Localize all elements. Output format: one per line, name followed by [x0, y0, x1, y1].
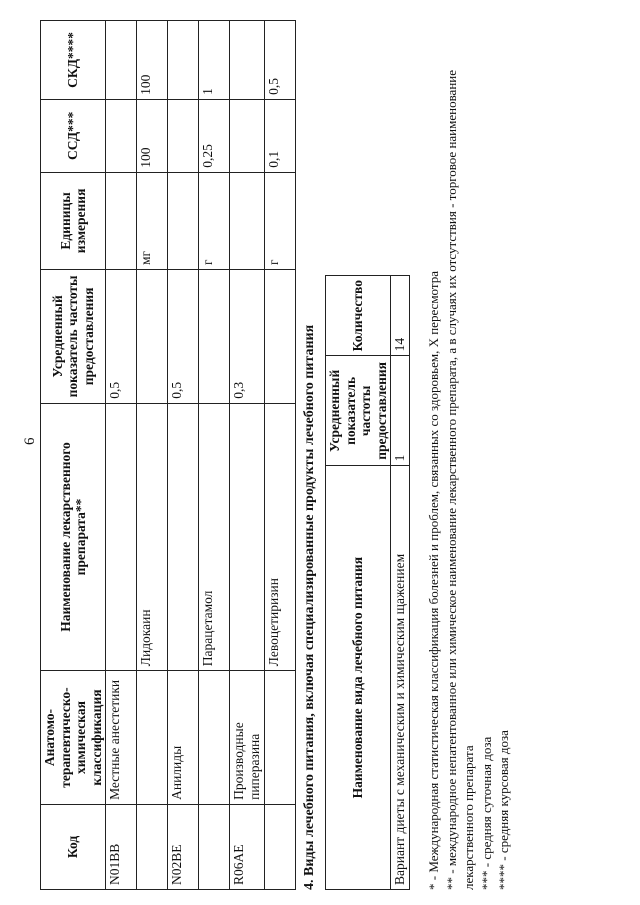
cell-skd: [230, 21, 265, 100]
cell-skd: [106, 21, 137, 100]
cell-frequency: 0,5: [106, 270, 137, 404]
cell-ssd: [168, 99, 199, 172]
cell-frequency: [137, 270, 168, 404]
header-skd: СКД****: [41, 21, 106, 100]
header-frequency: Усредненный показатель частоты предоставления: [41, 270, 106, 404]
cell-unit: мг: [137, 172, 168, 269]
cell-unit: г: [199, 172, 230, 269]
cell-nutrition-name: Вариант диеты с механическим и химическим щажением: [391, 466, 410, 890]
cell-unit: г: [265, 172, 296, 269]
page-number: 6: [22, 437, 38, 445]
table-row: [199, 21, 230, 890]
table-row: [137, 21, 168, 890]
header-ssd: ССД***: [41, 99, 106, 172]
table-row: [106, 21, 137, 890]
cell-unit: [106, 172, 137, 269]
cell-atc: Анилиды: [168, 671, 199, 805]
cell-frequency: [265, 270, 296, 404]
cell-ssd: 100: [137, 99, 168, 172]
table-row: [168, 21, 199, 890]
cell-skd: [168, 21, 199, 100]
cell-drug: Левоцетиризин: [265, 403, 296, 670]
table-row: [265, 21, 296, 890]
cell-atc: [265, 671, 296, 805]
cell-ssd: [230, 99, 265, 172]
footnote: * - Международная статистическая классификация болезней и проблем, связанных со здоровьем, X пересмотра: [426, 271, 441, 890]
section-title: 4. Виды лечебного питания, включая специализированные продукты лечебного питания: [302, 324, 317, 890]
cell-code: N01BB: [106, 804, 137, 889]
footnotes: [425, 30, 513, 890]
cell-skd: 100: [137, 21, 168, 100]
rotated-document: [40, 10, 640, 890]
header-atc: Анатомо-терапевтическо-химическая классификация: [41, 671, 106, 805]
cell-code: [199, 804, 230, 889]
cell-atc: [199, 671, 230, 805]
table-row: [230, 21, 265, 890]
cell-code: R06AE: [230, 804, 265, 889]
cell-drug: [168, 403, 199, 670]
header-nutrition-name: Наименование вида лечебного питания: [326, 466, 391, 890]
cell-atc: [137, 671, 168, 805]
cell-skd: 1: [199, 21, 230, 100]
footnote: **** - средняя курсовая доза: [496, 730, 512, 890]
cell-nutrition-quantity: 14: [391, 276, 410, 356]
cell-frequency: [199, 270, 230, 404]
cell-ssd: 0,25: [199, 99, 230, 172]
footnote: ** - международное непатентованное или химическое наименование лекарственного препарата, а в случаях их отсутствия - торговое наименование лекарственного препарата: [443, 69, 477, 890]
cell-ssd: [106, 99, 137, 172]
header-nutrition-frequency: Усредненный показатель частоты предоставления: [326, 356, 391, 466]
cell-drug: [230, 403, 265, 670]
cell-frequency: 0,3: [230, 270, 265, 404]
footnote: *** - средняя суточная доза: [478, 736, 494, 890]
cell-atc: Производные пиперазина: [230, 671, 265, 805]
cell-drug: Лидокаин: [137, 403, 168, 670]
header-unit: Единицы измерения: [41, 172, 106, 269]
cell-skd: 0,5: [265, 21, 296, 100]
header-code: Код: [41, 804, 106, 889]
cell-nutrition-frequency: 1: [391, 356, 410, 466]
cell-drug: Парацетамол: [199, 403, 230, 670]
drug-table: [40, 20, 296, 890]
cell-code: [137, 804, 168, 889]
header-drug: Наименование лекарственного препарата**: [41, 403, 106, 670]
cell-unit: [168, 172, 199, 269]
cell-ssd: 0,1: [265, 99, 296, 172]
cell-code: [265, 804, 296, 889]
header-nutrition-quantity: Количество: [326, 276, 391, 356]
cell-atc: Местные анестетики: [106, 671, 137, 805]
table-row: [391, 276, 410, 890]
cell-drug: [106, 403, 137, 670]
nutrition-table-header: [326, 276, 391, 890]
cell-unit: [230, 172, 265, 269]
drug-table-header: [41, 21, 106, 890]
cell-frequency: 0,5: [168, 270, 199, 404]
nutrition-table: [325, 275, 410, 890]
cell-code: N02BE: [168, 804, 199, 889]
